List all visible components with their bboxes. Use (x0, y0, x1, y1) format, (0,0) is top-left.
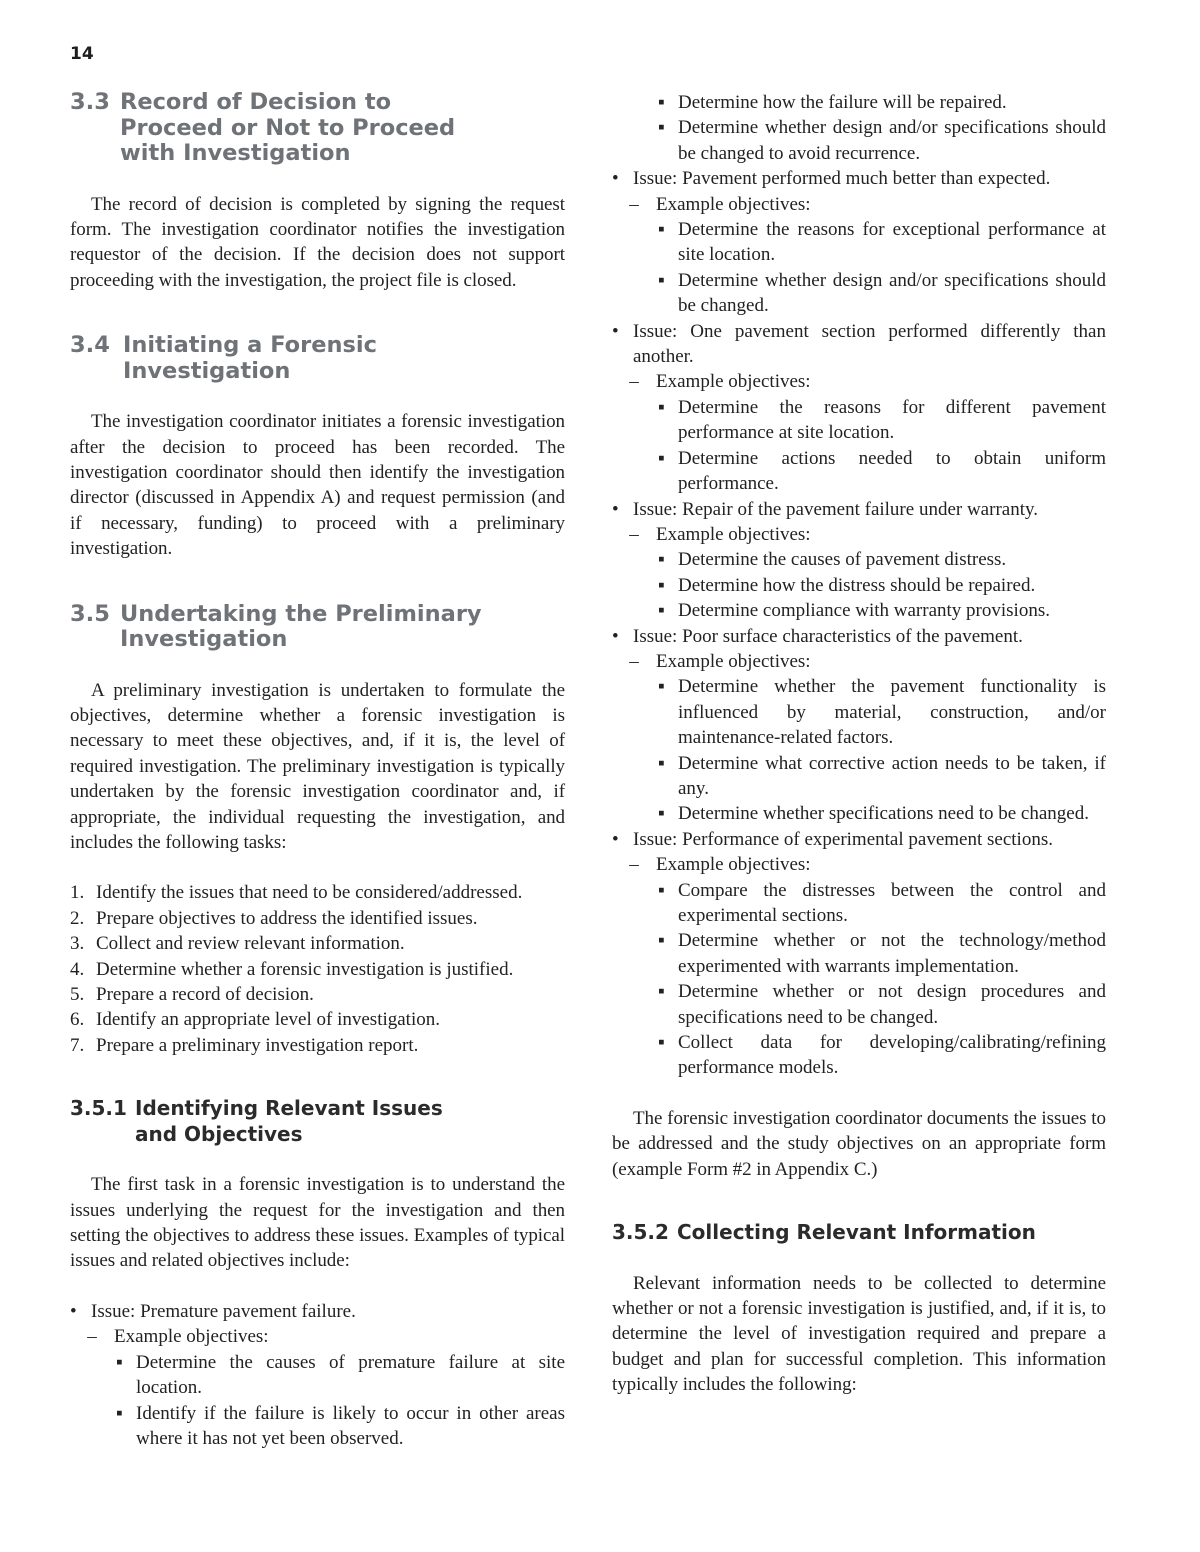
list-item: ▪ Determine whether the pavement functionality is influenced by material, construction, and/or maintenance-related factors. (658, 676, 1106, 749)
page-number: 14 (70, 44, 94, 64)
paragraph-initiating: The investigation coordinator initiates a forensic investigation after the decision to proceed has been recorded. The investigation coordinator should then identify the investigation director (discussed in Appendix A) and request permission (and if necessary, funding) to proceed with a preliminary investigation. (70, 411, 565, 560)
list-item: 6. Identify an appropriate level of investigation. (70, 1009, 440, 1031)
section-title: Record of Decision to Proceed or Not to Proceed with Investigation (120, 89, 456, 166)
list-item: 2. Prepare objectives to address the identified issues. (70, 907, 478, 929)
section-heading-3-5 (70, 602, 490, 653)
subsection-heading-3-5-1 (70, 1096, 460, 1147)
subsection-heading-3-5-2 (612, 1220, 1106, 1246)
section-heading-3-3 (70, 90, 490, 167)
list-item: ▪ Determine whether design and/or specifications should be changed. (658, 269, 1106, 317)
list-item: 1. Identify the issues that need to be considered/addressed. (70, 882, 523, 904)
list-item: ▪ Collect data for developing/calibrating/refining performance models. (658, 1032, 1106, 1079)
list-item: – Example objectives: (629, 523, 811, 545)
list-item: ▪ Determine how the failure will be repaired. (658, 92, 1007, 113)
section-number: 3.5.2 (612, 1220, 669, 1245)
list-item: ▪ Compare the distresses between the control and experimental sections. (658, 879, 1106, 926)
list-item: • Issue: One pavement section performed differently than another. (612, 320, 1106, 368)
list-item: 3. Collect and review relevant information. (70, 933, 405, 955)
list-item: ▪ Determine the causes of pavement distress. (658, 549, 1007, 571)
section-number: 3.5.1 (70, 1096, 127, 1121)
list-item: • Issue: Poor surface characteristics of the pavement. (612, 625, 1023, 647)
paragraph-identifying-issues: The first task in a forensic investigation is to understand the issues underlying the request for the investigation and then setting the objectives to address these issues. Examples of typical issues and related objectives include: (70, 1174, 565, 1272)
list-item: • Issue: Pavement performed much better than expected. (612, 168, 1051, 190)
list-item: • Issue: Premature pavement failure. (70, 1300, 356, 1322)
section-number: 3.4 (70, 332, 110, 359)
list-item: ▪ Determine the reasons for different pavement performance at site location. (658, 396, 1106, 444)
list-item: ▪ Determine compliance with warranty provisions. (658, 600, 1050, 622)
list-item: ▪ Determine whether specifications need to be changed. (658, 803, 1089, 825)
section-title: Initiating a Forensic Investigation (123, 332, 377, 384)
left-column (70, 90, 565, 1451)
list-item: 5. Prepare a record of decision. (70, 984, 314, 1006)
list-item: – Example objectives: (629, 854, 811, 876)
list-item: – Example objectives: (629, 650, 811, 672)
list-item: 4. Determine whether a forensic investigation is justified. (70, 958, 514, 980)
issue-list-left (70, 1299, 565, 1451)
list-item: ▪ Determine whether design and/or specifications should be changed to avoid recurrence. (658, 117, 1106, 164)
list-item: 7. Prepare a preliminary investigation report. (70, 1034, 419, 1056)
paragraph-collecting-info: Relevant information needs to be collected to determine whether or not a forensic investigation is justified, and, if it is, to determine the level of investigation required and prepare a budget and plan for successful completion. This information typically includes the following: (612, 1272, 1106, 1396)
section-number: 3.5 (70, 600, 110, 627)
list-item: – Example objectives: (87, 1326, 269, 1348)
section-title: Collecting Relevant Information (677, 1220, 1036, 1245)
list-item: ▪ Determine how the distress should be repaired. (658, 574, 1036, 596)
list-item: ▪ Determine the causes of premature failure at site location. (116, 1351, 565, 1399)
list-item: ▪ Identify if the failure is likely to occur in other areas where it has not yet been observed. (116, 1402, 565, 1449)
list-item: ▪ Determine the reasons for exceptional performance at site location. (658, 219, 1106, 266)
list-item: ▪ Determine actions needed to obtain uniform performance. (658, 447, 1106, 495)
section-title: Undertaking the Preliminary Investigation (120, 600, 482, 653)
section-heading-3-4 (70, 333, 410, 384)
list-item: – Example objectives: (629, 193, 811, 215)
list-item: • Issue: Performance of experimental pavement sections. (612, 828, 1053, 850)
right-column (612, 90, 1106, 1398)
list-item: • Issue: Repair of the pavement failure under warranty. (612, 498, 1038, 520)
list-item: ▪ Determine whether or not the technology/method experimented with warrants implementation. (658, 930, 1106, 977)
paragraph-form-documentation: The forensic investigation coordinator documents the issues to be addressed and the study objectives on an appropriate form (example Form #2 in Appendix C.) (612, 1107, 1106, 1180)
section-title: Identifying Relevant Issues and Objectives (135, 1096, 443, 1146)
list-item: – Example objectives: (629, 371, 811, 393)
list-item: ▪ Determine what corrective action needs to be taken, if any. (658, 752, 1106, 799)
paragraph-record-of-decision: The record of decision is completed by signing the request form. The investigation coordinator notifies the investigation requestor of the decision. If the decision does not support proceeding with the investigation, the project file is closed. (70, 193, 565, 291)
task-list (70, 880, 565, 1058)
list-item: ▪ Determine whether or not design procedures and specifications need to be changed. (658, 981, 1106, 1028)
paragraph-preliminary: A preliminary investigation is undertaken to formulate the objectives, determine whether a forensic investigation is necessary to meet these objectives, and, if it is, the level of required investigation. The preliminary investigation is typically undertaken by the forensic investigation coordinator and, if appropriate, the individual requesting the investigation, and includes the following tasks: (70, 679, 565, 853)
section-number: 3.3 (70, 89, 110, 115)
